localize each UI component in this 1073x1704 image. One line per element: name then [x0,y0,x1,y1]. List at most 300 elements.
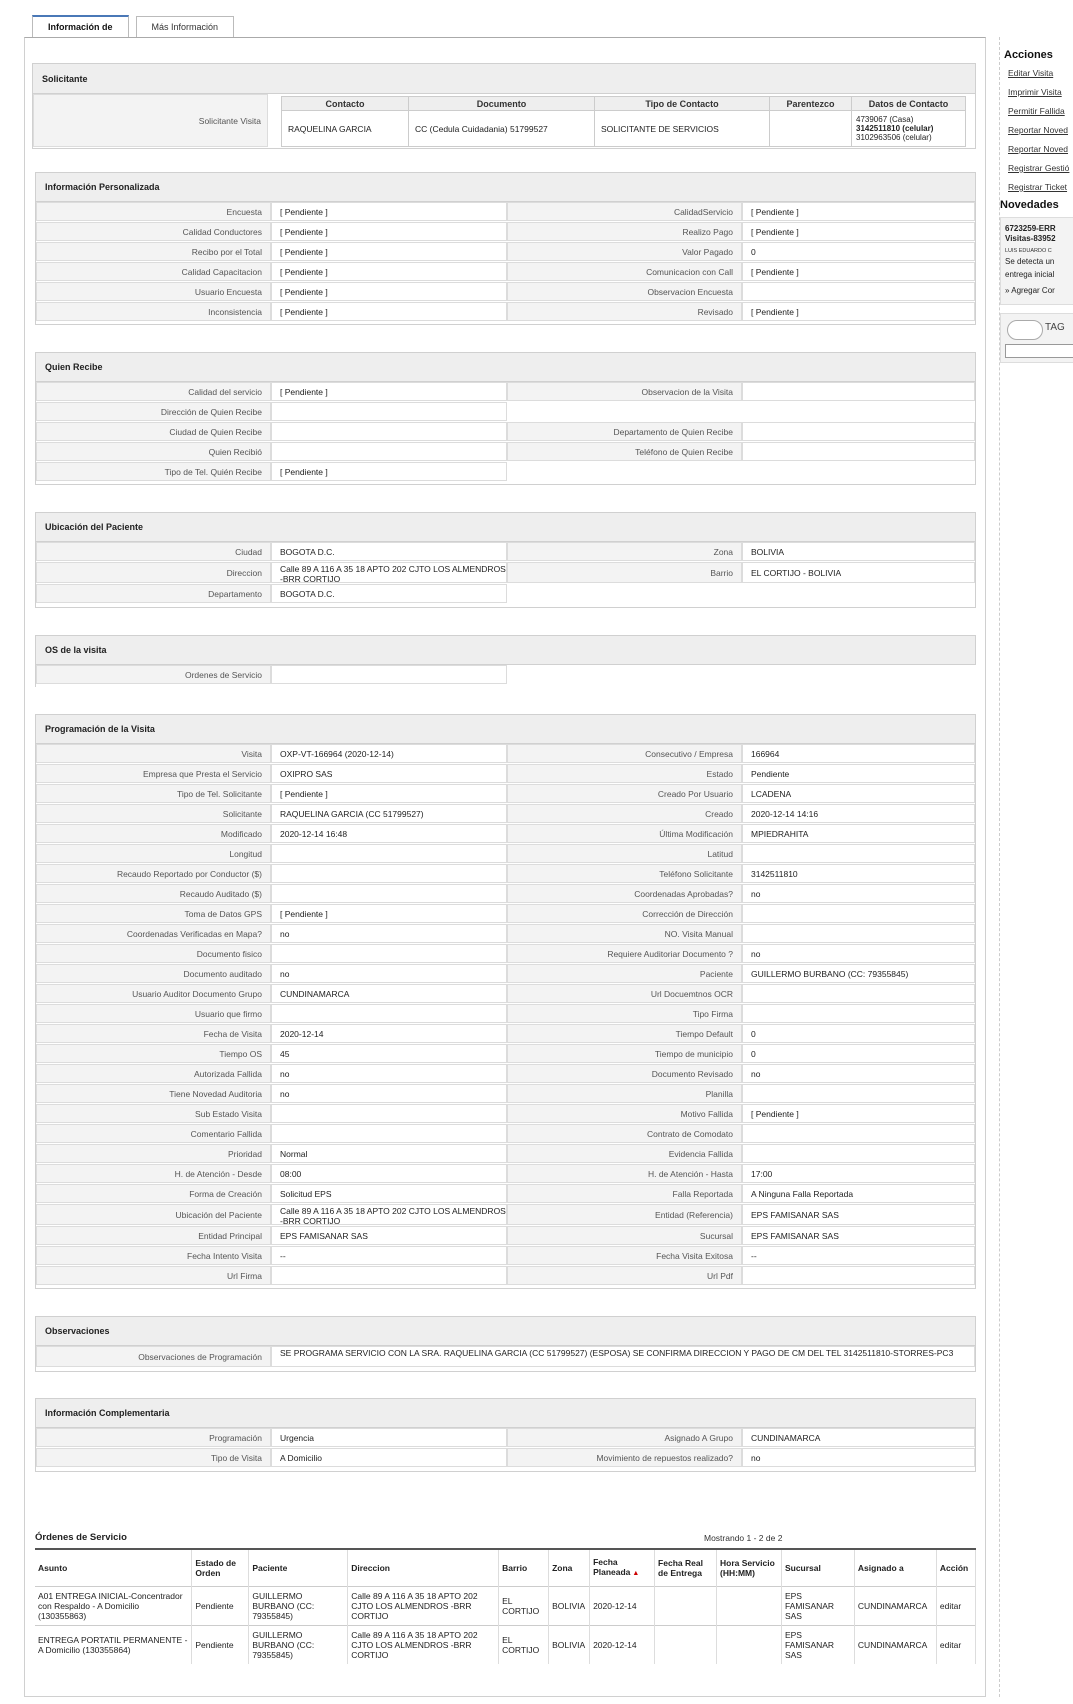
falla-reportada-value: A Ninguna Falla Reportada [742,1184,975,1203]
accion-link-permitir-fallida[interactable]: Permitir Fallida [1008,106,1065,116]
fecha-de-visita-value: 2020-12-14 [271,1024,507,1043]
coordenadas-verificadas-en-mapa-value: no [271,924,507,943]
datos-celular-1: 3142511810 (celular) [856,124,934,133]
tiempo-default-value: 0 [742,1024,975,1043]
col-estado-de-orden[interactable] [192,1549,249,1586]
usuario-que-firmo-label: Usuario que firmo [36,1004,271,1023]
empresa-que-presta-el-servicio-value: OXIPRO SAS [271,764,507,783]
sucursal-label: Sucursal [507,1226,742,1245]
documento-revisado-value: no [742,1064,975,1083]
motivo-fallida-label: Motivo Fallida [507,1104,742,1123]
cell-zona: BOLIVIA [549,1586,590,1625]
departamento-de-quien-recibe-value [742,422,975,441]
section-programacion [35,714,976,1289]
row-usuario-auditor-documento-grupo [36,984,975,1004]
cell-sucursal: EPS FAMISANAR SAS [781,1586,854,1625]
row-tipo-de-tel-quien-recibe [36,462,975,482]
coordenadas-aprobadas-value: no [742,884,975,903]
col-label: Fecha Planeada [593,1556,631,1577]
row-departamento [36,584,975,604]
url-pdf-value [742,1266,975,1285]
cell-hora-servicio-hh-mm [717,1625,782,1664]
row-fecha-intento-visita [36,1246,975,1266]
tipo-de-tel-solicitante-label: Tipo de Tel. Solicitante [36,784,271,803]
cell-estado-de-orden: Pendiente [192,1586,249,1625]
creado-label: Creado [507,804,742,823]
row-direccion [36,562,975,584]
programacion-value: Urgencia [271,1428,507,1447]
tag-box [1000,313,1073,363]
calidad-conductores-value: [ Pendiente ] [271,222,507,241]
tab-informacion[interactable]: Información de [32,15,129,37]
entidad-referencia-label: Entidad (Referencia) [507,1204,742,1225]
row-recaudo-auditado [36,884,975,904]
col-label: Sucursal [784,1562,821,1573]
col-contacto: Contacto [282,97,409,111]
telefono-de-quien-recibe-label: Teléfono de Quien Recibe [507,442,742,461]
col-label: Direccion [351,1562,390,1573]
tipo-de-tel-solicitante-value: [ Pendiente ] [271,784,507,803]
novedades-title: Novedades [1000,199,1059,211]
consecutivo-empresa-label: Consecutivo / Empresa [507,744,742,763]
tiene-novedad-auditoria-value: no [271,1084,507,1103]
tiempo-de-municipio-value: 0 [742,1044,975,1063]
section-title: Información Complementaria [36,1399,975,1428]
acciones-title: Acciones [1004,49,1053,61]
tiempo-default-label: Tiempo Default [507,1024,742,1043]
cell-fecha-planeada: 2020-12-14 [590,1625,655,1664]
row-tipo-de-visita [36,1448,975,1468]
forma-de-creacion-value: Solicitud EPS [271,1184,507,1203]
section-os [35,635,976,687]
departamento-de-quien-recibe-label: Departamento de Quien Recibe [507,422,742,441]
fecha-visita-exitosa-label: Fecha Visita Exitosa [507,1246,742,1265]
accion-link-registrar-ticket[interactable]: Registrar Ticket [1008,182,1068,192]
row-tiempo-os [36,1044,975,1064]
modificado-value: 2020-12-14 16:48 [271,824,507,843]
section-quien-recibe [35,352,976,485]
correccion-de-direccion-value [742,904,975,923]
section-title: Observaciones [36,1317,975,1346]
acciones-links [1000,64,1073,197]
section-title: Programación de la Visita [36,715,975,744]
zona-value: BOLIVIA [742,542,975,561]
autorizada-fallida-label: Autorizada Fallida [36,1064,271,1083]
calidad-del-servicio-label: Calidad del servicio [36,382,271,401]
falla-reportada-label: Falla Reportada [507,1184,742,1203]
solicitante-value: RAQUELINA GARCIA (CC 51799527) [271,804,507,823]
ordenes-header [35,1530,976,1548]
sub-estado-visita-label: Sub Estado Visita [36,1104,271,1123]
motivo-fallida-value: [ Pendiente ] [742,1104,975,1123]
no-visita-manual-value [742,924,975,943]
creado-por-usuario-label: Creado Por Usuario [507,784,742,803]
sub-estado-visita-value [271,1104,507,1123]
evidencia-fallida-label: Evidencia Fallida [507,1144,742,1163]
ordenes-body [35,1586,976,1664]
zona-label: Zona [507,542,742,561]
url-firma-label: Url Firma [36,1266,271,1285]
latitud-label: Latitud [507,844,742,863]
documento-revisado-label: Documento Revisado [507,1064,742,1083]
col-accion[interactable] [936,1549,975,1586]
ciudad-de-quien-recibe-value [271,422,507,441]
row-coordenadas-verificadas-en-mapa [36,924,975,944]
ciudad-value: BOGOTA D.C. [271,542,507,561]
realizo-pago-label: Realizo Pago [507,222,742,241]
row-prioridad [36,1144,975,1164]
col-label: Asunto [38,1562,68,1573]
tiempo-os-value: 45 [271,1044,507,1063]
col-fecha-real-de-entrega[interactable] [655,1549,717,1586]
col-hora-servicio-hh-mm[interactable] [717,1549,782,1586]
cell-sucursal: EPS FAMISANAR SAS [781,1625,854,1664]
modificado-label: Modificado [36,824,271,843]
departamento-label: Departamento [36,584,271,603]
row-usuario-encuesta [36,282,975,302]
row-ciudad-de-quien-recibe [36,422,975,442]
recibo-por-el-total-label: Recibo por el Total [36,242,271,261]
col-paciente[interactable] [249,1549,348,1586]
ordenes-label: Ordenes de Servicio [36,665,271,684]
longitud-label: Longitud [36,844,271,863]
observacion-encuesta-value [742,282,975,301]
cell-barrio: EL CORTIJO [499,1586,549,1625]
telefono-solicitante-label: Teléfono Solicitante [507,864,742,883]
evidencia-fallida-value [742,1144,975,1163]
tag-input[interactable] [1005,344,1073,358]
ultima-modificacion-value: MPIEDRAHITA [742,824,975,843]
row-inconsistencia [36,302,975,322]
tiempo-os-label: Tiempo OS [36,1044,271,1063]
sucursal-value: EPS FAMISANAR SAS [742,1226,975,1245]
row-observaciones [36,1346,975,1368]
telefono-solicitante-value: 3142511810 [742,864,975,883]
visita-label: Visita [36,744,271,763]
row-ubicacion-del-paciente [36,1204,975,1226]
col-sucursal[interactable] [781,1549,854,1586]
tab-bar [32,16,241,37]
valor-pagado-value: 0 [742,242,975,261]
encuesta-value: [ Pendiente ] [271,202,507,221]
section-complementaria [35,1398,976,1472]
row-empresa-que-presta-el-servicio [36,764,975,784]
section-title: Quien Recibe [36,353,975,382]
observacion-de-la-visita-label: Observacion de la Visita [507,382,742,401]
section-title: Solicitante [33,64,975,94]
cell-fecha-real-de-entrega [655,1586,717,1625]
revisado-value: [ Pendiente ] [742,302,975,321]
info-personalizada-rows [36,202,975,322]
correccion-de-direccion-label: Corrección de Dirección [507,904,742,923]
row-sub-estado-visita [36,1104,975,1124]
empresa-que-presta-el-servicio-label: Empresa que Presta el Servicio [36,764,271,783]
direccion-label: Direccion [36,562,271,583]
longitud-value [271,844,507,863]
col-label: Acción [939,1562,969,1573]
h-de-atencion-hasta-value: 17:00 [742,1164,975,1183]
asignado-a-grupo-value: CUNDINAMARCA [742,1428,975,1447]
tipo-firma-value [742,1004,975,1023]
no-visita-manual-label: NO. Visita Manual [507,924,742,943]
observacion-encuesta-label: Observacion Encuesta [507,282,742,301]
row-direccion-de-quien-recibe [36,402,975,422]
tiene-novedad-auditoria-label: Tiene Novedad Auditoria [36,1084,271,1103]
cell-fecha-planeada: 2020-12-14 [590,1586,655,1625]
recaudo-auditado-label: Recaudo Auditado ($) [36,884,271,903]
parentezco-value [770,111,852,147]
documento-value: CC (Cedula Cuidadania) 51799527 [409,111,595,147]
valor-pagado-label: Valor Pagado [507,242,742,261]
col-parentezco: Parentezco [770,97,852,111]
row-recibo-por-el-total [36,242,975,262]
calidad-del-servicio-value: [ Pendiente ] [271,382,507,401]
cell-direccion: Calle 89 A 116 A 35 18 APTO 202 CJTO LOS ALMENDROS -BRR CORTIJO [348,1625,499,1664]
cell-asunto: A01 ENTREGA INICIAL-Concentrador con Respaldo - A Domicilio (130355863) [35,1586,192,1625]
accion-link-editar-visita[interactable]: Editar Visita [1008,68,1054,78]
row-ciudad [36,542,975,562]
cell-fecha-real-de-entrega [655,1625,717,1664]
movimiento-de-repuestos-realizado-value: no [742,1448,975,1467]
autorizada-fallida-value: no [271,1064,507,1083]
quien-recibio-label: Quien Recibió [36,442,271,461]
asignado-a-grupo-label: Asignado A Grupo [507,1428,742,1447]
url-firma-value [271,1266,507,1285]
col-tipo-contacto: Tipo de Contacto [595,97,770,111]
visita-value: OXP-VT-166964 (2020-12-14) [271,744,507,763]
planilla-label: Planilla [507,1084,742,1103]
programacion-rows [36,744,975,1286]
col-label: Fecha Real de Entrega [658,1557,703,1578]
inconsistencia-label: Inconsistencia [36,302,271,321]
tag-cloud-icon [1007,320,1043,340]
toma-de-datos-gps-label: Toma de Datos GPS [36,904,271,923]
documento-auditado-value: no [271,964,507,983]
cell-estado-de-orden: Pendiente [192,1625,249,1664]
fecha-de-visita-label: Fecha de Visita [36,1024,271,1043]
tag-label: TAG [1045,322,1065,333]
toma-de-datos-gps-value: [ Pendiente ] [271,904,507,923]
prioridad-label: Prioridad [36,1144,271,1163]
planilla-value [742,1084,975,1103]
accion-link-imprimir-visita[interactable]: Imprimir Visita [1008,87,1062,97]
paciente-label: Paciente [507,964,742,983]
recibo-por-el-total-value: [ Pendiente ] [271,242,507,261]
novedad-desc-2: entrega inicial [1005,270,1055,279]
estado-value: Pendiente [742,764,975,783]
col-label: Barrio [502,1562,528,1573]
telefono-de-quien-recibe-value [742,442,975,461]
creado-por-usuario-value: LCADENA [742,784,975,803]
cell-direccion: Calle 89 A 116 A 35 18 APTO 202 CJTO LOS ALMENDROS -BRR CORTIJO [348,1586,499,1625]
row-calidad-capacitacion [36,262,975,282]
tipo-de-visita-value: A Domicilio [271,1448,507,1467]
col-label: Hora Servicio (HH:MM) [720,1557,775,1578]
row-url-firma [36,1266,975,1286]
tiempo-de-municipio-label: Tiempo de municipio [507,1044,742,1063]
fecha-intento-visita-value: -- [271,1246,507,1265]
col-barrio[interactable] [499,1549,549,1586]
sort-asc-icon: ▲ [630,1569,640,1577]
section-title: OS de la visita [36,636,976,665]
entidad-principal-label: Entidad Principal [36,1226,271,1245]
row-forma-de-creacion [36,1184,975,1204]
row-encuesta [36,202,975,222]
calidadservicio-label: CalidadServicio [507,202,742,221]
ordenes-count: Mostrando 1 - 2 de 2 [704,1533,783,1543]
latitud-value [742,844,975,863]
col-zona[interactable] [549,1549,590,1586]
barrio-label: Barrio [507,562,742,583]
row-solicitante [36,804,975,824]
row-calidad-conductores [36,222,975,242]
row-fecha-de-visita [36,1024,975,1044]
forma-de-creacion-label: Forma de Creación [36,1184,271,1203]
novedad-user: LUIS EDUARDO C [1005,248,1052,254]
section-info-personalizada [35,172,976,325]
solicitante-visita-label: Solicitante Visita [33,94,268,147]
cell-asignado-a: CUNDINAMARCA [854,1625,936,1664]
usuario-auditor-documento-grupo-label: Usuario Auditor Documento Grupo [36,984,271,1003]
quien-recibio-value [271,442,507,461]
coordenadas-verificadas-en-mapa-label: Coordenadas Verificadas en Mapa? [36,924,271,943]
accion-link-reportar-noved[interactable]: Reportar Noved [1008,144,1069,154]
ciudad-label: Ciudad [36,542,271,561]
prioridad-value: Normal [271,1144,507,1163]
calidadservicio-value: [ Pendiente ] [742,202,975,221]
section-observaciones [35,1316,976,1372]
requiere-auditoriar-documento-label: Requiere Auditoriar Documento ? [507,944,742,963]
cell-asignado-a: CUNDINAMARCA [854,1586,936,1625]
direccion-de-quien-recibe-value [271,402,507,421]
col-label: Asignado a [857,1562,904,1573]
paciente-value: GUILLERMO BURBANO (CC: 79355845) [742,964,975,983]
programacion-label: Programación [36,1428,271,1447]
cell-hora-servicio-hh-mm [717,1586,782,1625]
row-recaudo-reportado-por-conductor [36,864,975,884]
row-toma-de-datos-gps [36,904,975,924]
row-ordenes [36,665,976,685]
col-fecha-planeada[interactable] [590,1549,655,1586]
cell-barrio: EL CORTIJO [499,1625,549,1664]
comentario-fallida-label: Comentario Fallida [36,1124,271,1143]
url-docuemtnos-ocr-label: Url Docuemtnos OCR [507,984,742,1003]
cell-paciente: GUILLERMO BURBANO (CC: 79355845) [249,1586,348,1625]
col-label: Zona [552,1562,573,1573]
section-title: Ubicación del Paciente [36,513,975,542]
editar-link[interactable]: editar [936,1625,975,1664]
agregar-comentario-link[interactable]: » Agregar Cor [1005,286,1055,295]
ordenes-table [35,1548,976,1664]
novedad-title-1: 6723259-ERR [1005,224,1056,233]
h-de-atencion-desde-label: H. de Atención - Desde [36,1164,271,1183]
url-pdf-label: Url Pdf [507,1266,742,1285]
requiere-auditoriar-documento-value: no [742,944,975,963]
tipo-firma-label: Tipo Firma [507,1004,742,1023]
datos-contacto-value [852,111,966,147]
row-comentario-fallida [36,1124,975,1144]
contrato-de-comodato-label: Contrato de Comodato [507,1124,742,1143]
editar-link[interactable]: editar [936,1586,975,1625]
ubicacion-rows [36,542,975,604]
tab-mas-informacion[interactable]: Más Información [136,16,235,37]
row-programacion [36,1428,975,1448]
complementaria-rows [36,1428,975,1468]
usuario-auditor-documento-grupo-value: CUNDINAMARCA [271,984,507,1003]
inconsistencia-value: [ Pendiente ] [271,302,507,321]
quien-recibe-rows [36,382,975,482]
consecutivo-empresa-value: 166964 [742,744,975,763]
col-asunto[interactable] [35,1549,192,1586]
right-sidebar [999,37,1073,1697]
documento-fisico-value [271,944,507,963]
row-usuario-que-firmo [36,1004,975,1024]
url-docuemtnos-ocr-value [742,984,975,1003]
entidad-principal-value: EPS FAMISANAR SAS [271,1226,507,1245]
row-documento-auditado [36,964,975,984]
documento-fisico-label: Documento fisico [36,944,271,963]
ordenes-value [271,665,507,684]
row-longitud [36,844,975,864]
col-asignado-a[interactable] [854,1549,936,1586]
row-visita [36,744,975,764]
entidad-referencia-value: EPS FAMISANAR SAS [742,1204,975,1225]
table-row [35,1625,976,1664]
tipo-de-tel-quien-recibe-label: Tipo de Tel. Quién Recibe [36,462,271,481]
datos-celular-2: 3102963506 (celular) [856,133,932,142]
tipo-de-visita-label: Tipo de Visita [36,1448,271,1467]
row-h-de-atencion-desde [36,1164,975,1184]
usuario-que-firmo-value [271,1004,507,1023]
comunicacion-con-call-value: [ Pendiente ] [742,262,975,281]
tipo-contacto-value: SOLICITANTE DE SERVICIOS [595,111,770,147]
coordenadas-aprobadas-label: Coordenadas Aprobadas? [507,884,742,903]
departamento-value: BOGOTA D.C. [271,584,507,603]
table-row [35,1586,976,1625]
estado-label: Estado [507,764,742,783]
novedad-title-2: Visitas-83952 [1005,234,1056,243]
col-datos-contacto: Datos de Contacto [852,97,966,111]
h-de-atencion-hasta-label: H. de Atención - Hasta [507,1164,742,1183]
solicitante-table [281,96,966,147]
cell-zona: BOLIVIA [549,1625,590,1664]
novedad-card [1000,217,1073,305]
row-tipo-de-tel-solicitante [36,784,975,804]
direccion-de-quien-recibe-label: Dirección de Quien Recibe [36,402,271,421]
cell-asunto: ENTREGA PORTATIL PERMANENTE - A Domicilio (130355864) [35,1625,192,1664]
section-ubicacion [35,512,976,608]
calidad-conductores-label: Calidad Conductores [36,222,271,241]
os-rows [36,665,976,685]
col-direccion[interactable] [348,1549,499,1586]
comentario-fallida-value [271,1124,507,1143]
direccion-value: Calle 89 A 116 A 35 18 APTO 202 CJTO LOS ALMENDROS -BRR CORTIJO [271,562,507,583]
section-solicitante [32,63,976,149]
accion-link-registrar-gestio[interactable]: Registrar Gestió [1008,163,1070,173]
ultima-modificacion-label: Última Modificación [507,824,742,843]
ordenes-header-row [35,1549,976,1586]
ordenes-title: Órdenes de Servicio [35,1532,127,1543]
fecha-intento-visita-label: Fecha Intento Visita [36,1246,271,1265]
observacion-de-la-visita-value [742,382,975,401]
col-label: Estado de Orden [195,1557,236,1578]
accion-link-reportar-noved[interactable]: Reportar Noved [1008,125,1069,135]
documento-auditado-label: Documento auditado [36,964,271,983]
comunicacion-con-call-label: Comunicacion con Call [507,262,742,281]
row-documento-fisico [36,944,975,964]
calidad-capacitacion-value: [ Pendiente ] [271,262,507,281]
tipo-de-tel-quien-recibe-value: [ Pendiente ] [271,462,507,481]
